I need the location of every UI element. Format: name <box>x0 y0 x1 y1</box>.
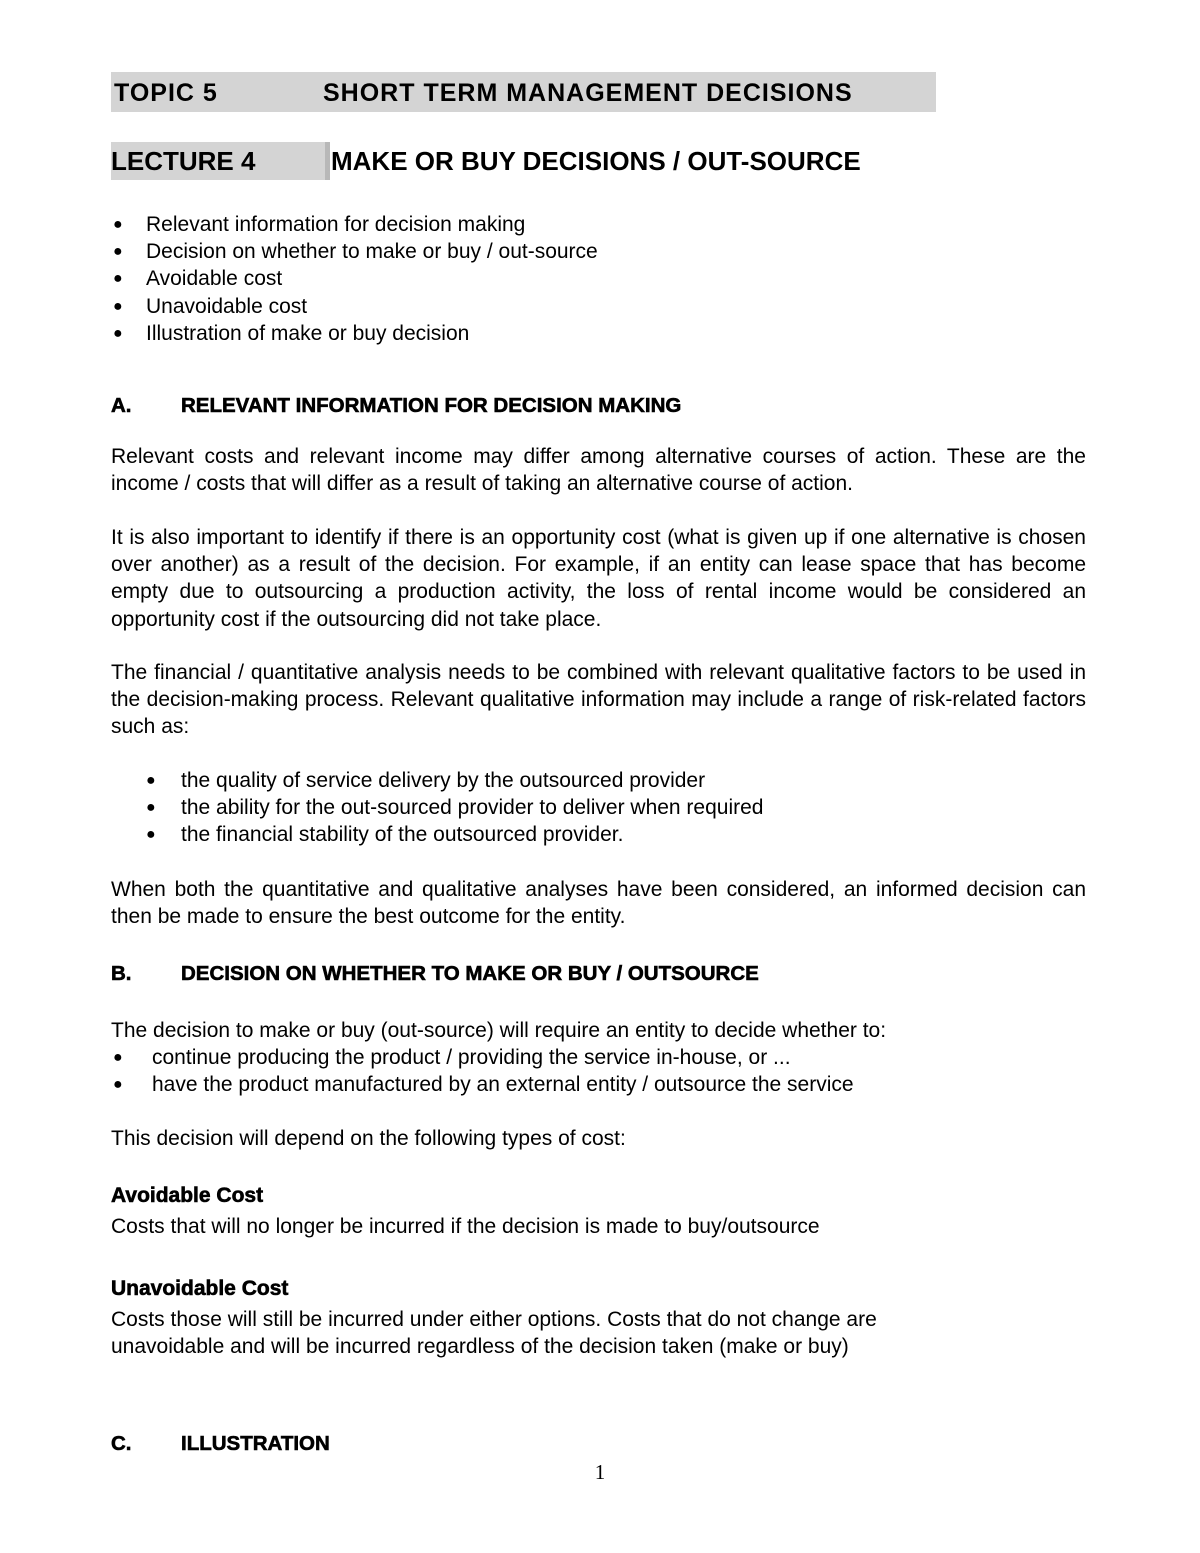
outline-list <box>111 211 598 347</box>
page-number: 1 <box>594 1460 606 1484</box>
list-item: ● Unavoidable cost <box>111 293 598 320</box>
risk-factors-list <box>146 767 763 849</box>
topic-label: TOPIC 5 <box>114 79 218 107</box>
lecture-label: LECTURE 4 <box>111 146 256 176</box>
bullet-icon: ● <box>113 216 123 233</box>
list-item: ● Illustration of make or buy decision <box>111 320 598 347</box>
list-item: ● Avoidable cost <box>111 265 598 292</box>
unavoidable-cost-text: Costs those will still be incurred under either options. Costs that do not change are unavoidable and will be incurred regardless of the decision taken (make or buy) <box>111 1308 877 1359</box>
lecture-highlight-edge <box>325 142 330 180</box>
bullet-icon: ● <box>113 243 123 261</box>
make-or-buy-options-list <box>111 1044 854 1098</box>
list-item: ● continue producing the product / providing the service in-house, or ... <box>111 1044 854 1071</box>
bullet-icon: ● <box>113 270 123 288</box>
list-item: ● the ability for the out-sourced provider to deliver when required <box>146 794 763 821</box>
section-a-letter: A. <box>111 394 132 417</box>
bullet-icon: ● <box>146 772 156 789</box>
list-item: ● Decision on whether to make or buy / out-source <box>111 238 598 265</box>
section-c-title: ILLUSTRATION <box>181 1432 330 1455</box>
bullet-icon: ● <box>113 324 123 342</box>
topic-title: SHORT TERM MANAGEMENT DECISIONS <box>323 79 853 107</box>
bullet-icon: ● <box>113 1076 123 1094</box>
section-a-paragraph-3: The financial / quantitative analysis needs to be combined with relevant qualitative factors to be used in the decision-making process. Relevant qualitative information may include a range of risk-related factors such as: <box>111 661 1086 739</box>
unavoidable-cost-heading: Unavoidable Cost <box>111 1277 289 1300</box>
list-item: ● the quality of service delivery by the outsourced provider <box>146 767 763 794</box>
section-a-paragraph-1: Relevant costs and relevant income may differ among alternative courses of action. These are the income / costs that will differ as a result of taking an alternative course of action. <box>111 445 1086 496</box>
bullet-icon: ● <box>113 297 123 315</box>
section-b-title: DECISION ON WHETHER TO MAKE OR BUY / OUTSOURCE <box>181 962 759 985</box>
section-a-paragraph-2: It is also important to identify if there is an opportunity cost (what is given up if one alternative is chosen over another) as a result of the decision. For example, if an entity can lease space that has become empty due to outsourcing a production activity, the loss of rental income would be considered an opportunity cost if the outsourcing did not take place. <box>111 526 1086 631</box>
section-a-title: RELEVANT INFORMATION FOR DECISION MAKING <box>181 394 682 417</box>
section-c-letter: C. <box>111 1432 132 1455</box>
avoidable-cost-text: Costs that will no longer be incurred if the decision is made to buy/outsource <box>111 1215 820 1238</box>
section-a-paragraph-4: When both the quantitative and qualitative analyses have been considered, an informed decision can then be made to ensure the best outcome for the entity. <box>111 878 1086 929</box>
section-b-letter: B. <box>111 962 132 985</box>
bullet-icon: ● <box>146 799 156 817</box>
avoidable-cost-heading: Avoidable Cost <box>111 1184 264 1207</box>
bullet-icon: ● <box>113 1049 123 1066</box>
list-item: ● the financial stability of the outsourced provider. <box>146 821 763 848</box>
bullet-icon: ● <box>146 826 156 844</box>
list-item: ● have the product manufactured by an external entity / outsource the service <box>111 1071 854 1098</box>
section-b-intro: The decision to make or buy (out-source) will require an entity to decide whether to: <box>111 1019 887 1042</box>
topic-header <box>111 72 936 112</box>
lecture-title: MAKE OR BUY DECISIONS / OUT-SOURCE <box>331 146 861 176</box>
list-item: ● Relevant information for decision making <box>111 211 598 238</box>
cost-types-intro: This decision will depend on the following types of cost: <box>111 1127 626 1150</box>
